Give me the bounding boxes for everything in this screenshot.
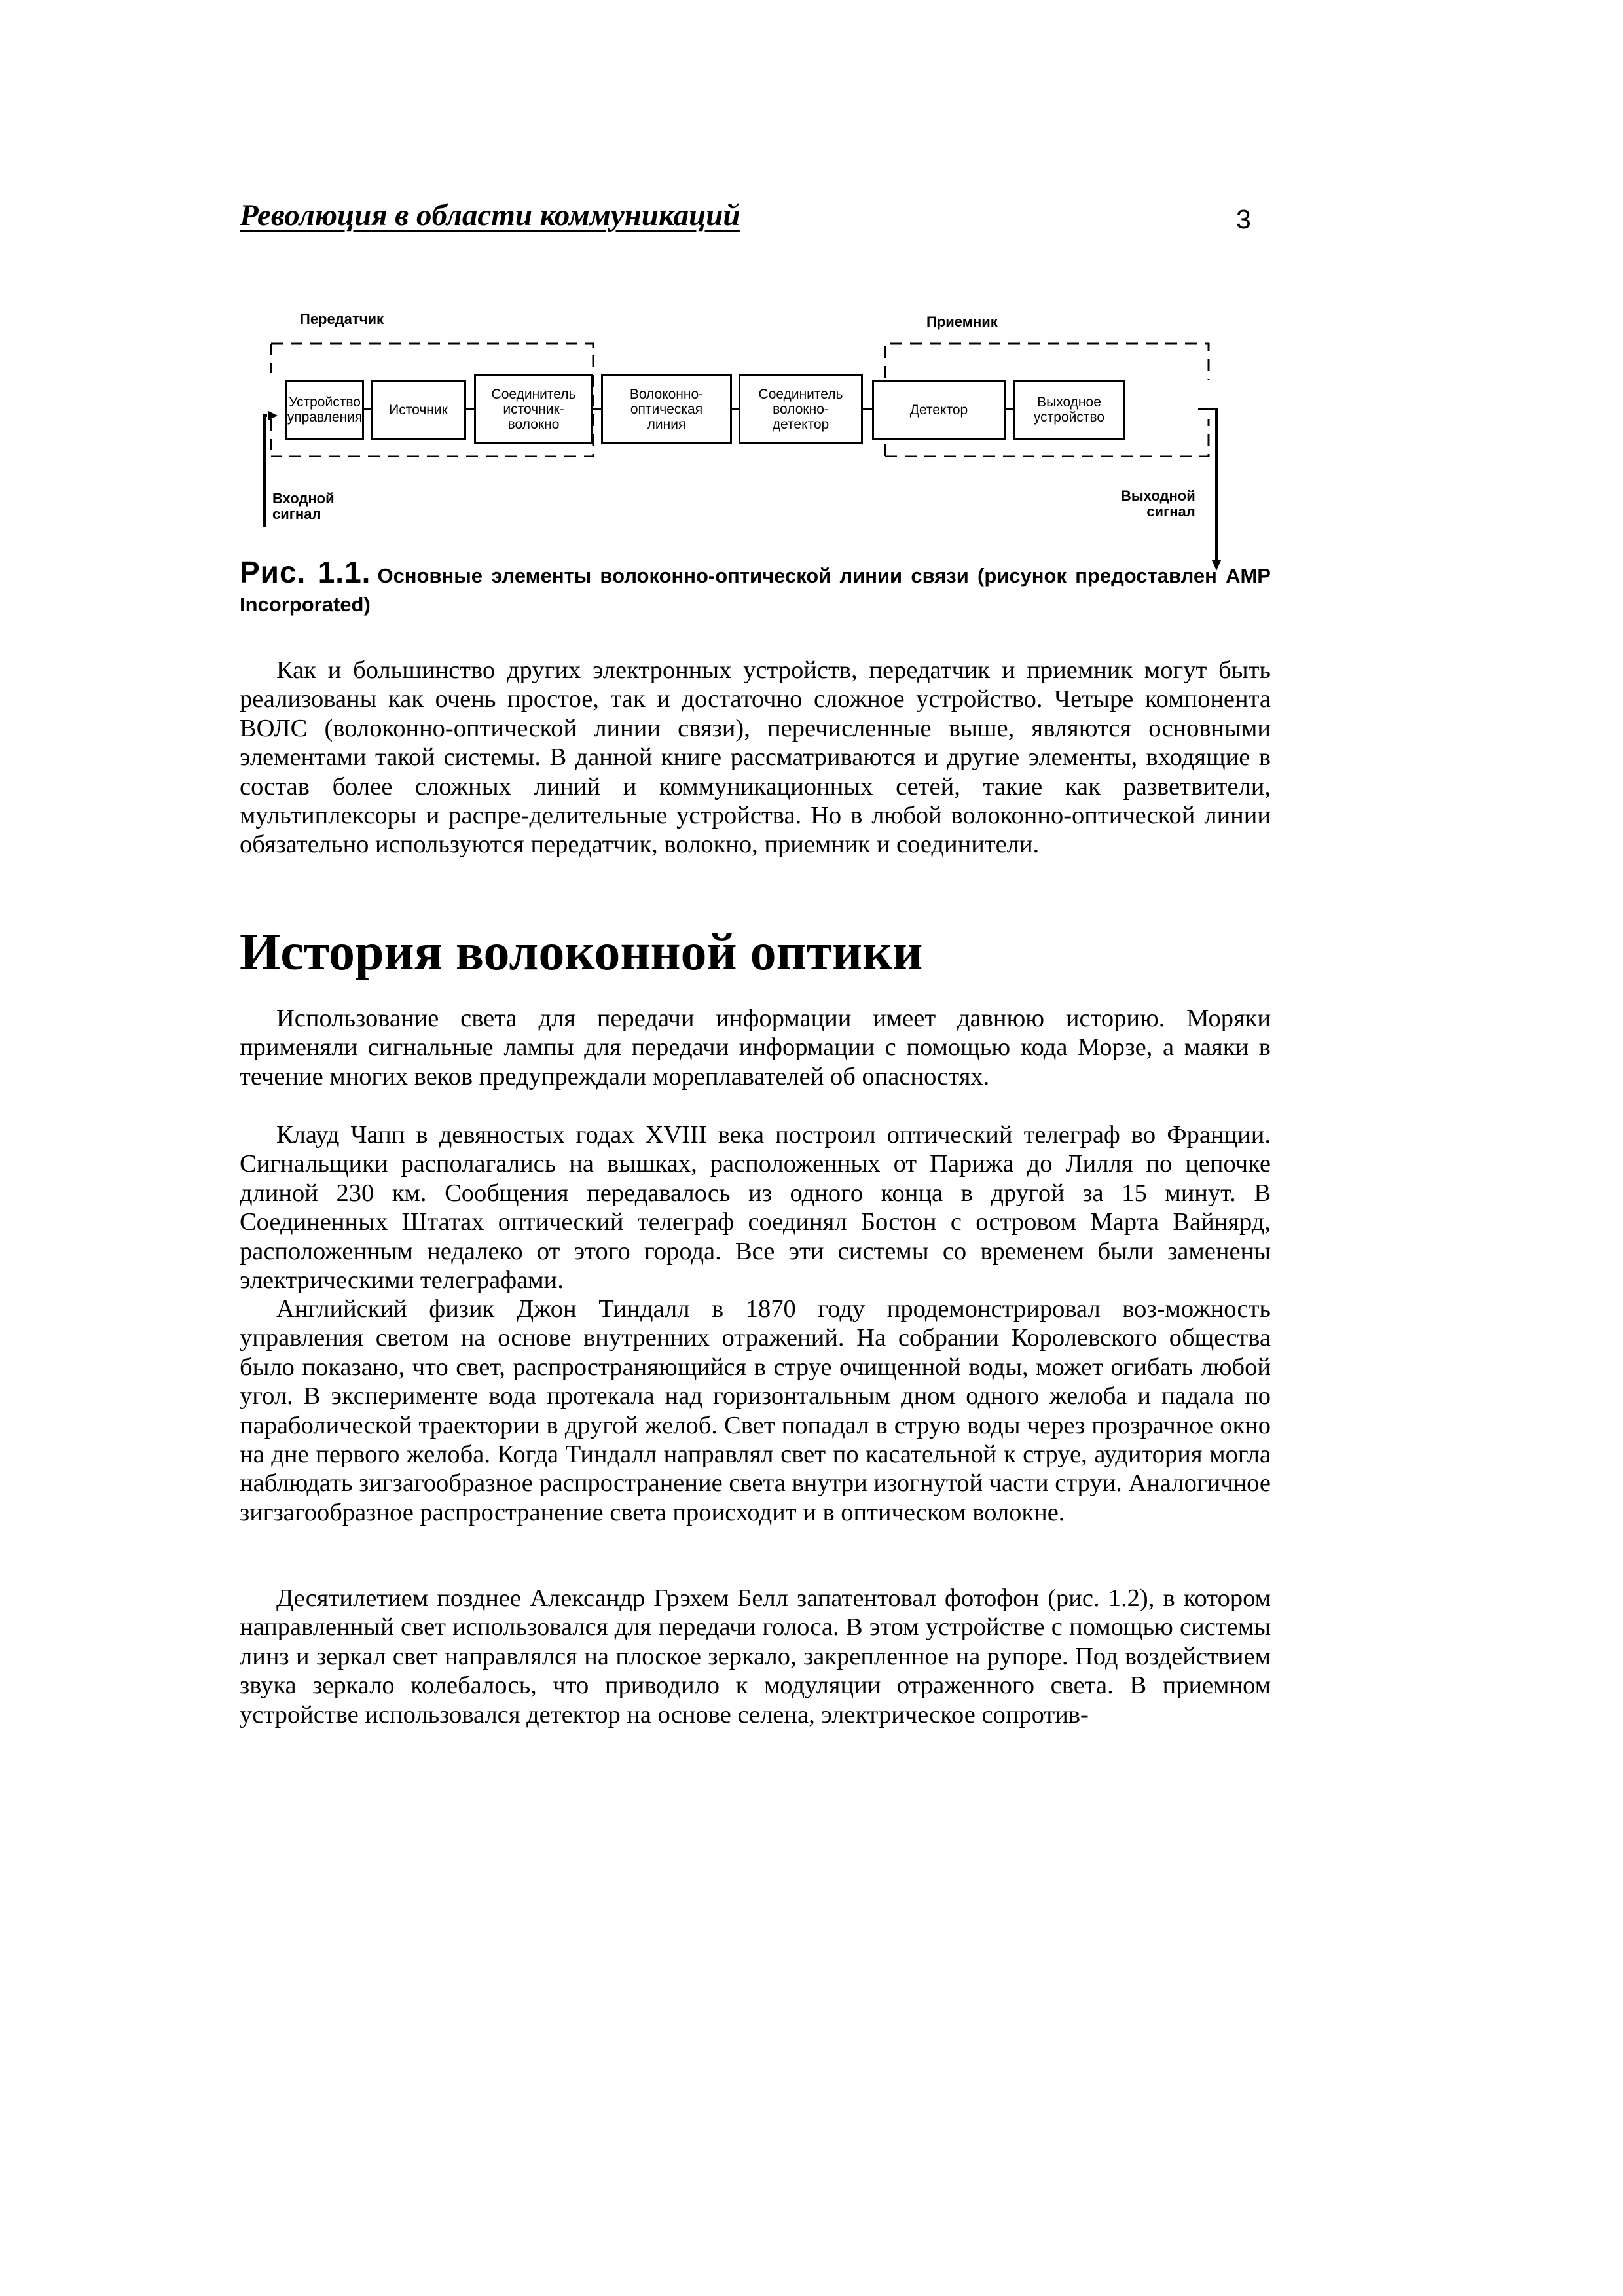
- output-device-block: Выходное устройство: [1013, 380, 1125, 440]
- source-block: Источник: [371, 380, 466, 440]
- input-signal-label: Входной сигнал: [272, 490, 335, 522]
- source-fiber-connector-block: Соединитель источник- волокно: [474, 374, 593, 444]
- paragraph-3: Английский физик Джон Тиндалл в 1870 году продемонстрировал воз-можность управления светом на основе внутренних отражений. На собрании Королевского общества было показано, что свет, распространяющийся в струе очищенной воды, может огибать любой угол. В эксперименте вода протекала над горизонтальным дном одного желоба и падала по параболической траектории в другой желоб. Свет попадал в струю воды через прозрачное окно на дне первого желоба. Когда Тиндалл направлял свет по касательной к струе, аудитория могла наблюдать зигзагообразное распространение света внутри изогнутой части струи. Аналогичное зигзагообразное распространение света происходит и в оптическом волокне.: [240, 1295, 1271, 1526]
- paragraph-1: Использование света для передачи информации имеет давнюю историю. Моряки применяли сигнальные лампы для передачи информации с помощью кода Морзе, а маяки в течение многих веков предупреждали мореплавателей об опасностях.: [240, 1005, 1271, 1090]
- figure-caption: [240, 555, 1271, 619]
- running-header-title: Революция в области коммуникаций: [240, 198, 740, 232]
- section-heading: История волоконной оптики: [240, 924, 923, 981]
- input-arrow: [268, 411, 278, 420]
- intro-paragraph: Как и большинство других электронных устройств, передатчик и приемник могут быть реализованы как очень простое, так и достаточно сложное устройство. Четыре компонента ВОЛС (волоконно-оптической линии связи), перечисленные выше, являются основными элементами такой системы. В данной книге рассматриваются и другие элементы, входящие в состав более сложных линий и коммуникационных сетей, такие как разветвители, мультиплексоры и распре-делительные устройства. Но в любой волоконно-оптической линии обязательно используются передатчик, волокно, приемник и соединители.: [240, 656, 1271, 859]
- figure-block-diagram: [249, 301, 1257, 576]
- page-number: 3: [1236, 204, 1251, 234]
- transmitter-label: Передатчик: [300, 311, 384, 327]
- figure-caption-text: Основные элементы волоконно-оптической линии связи (рисунок предоставлен AMP Incorporated): [240, 564, 1271, 616]
- paragraph-2: Клауд Чапп в девяностых годах XVIII века построил оптический телеграф во Франции. Сигнальщики располагались на вышках, расположенных от Парижа до Лилля по цепочке длиной 230 км. Сообщения передавалось из одного конца в другой за 15 минут. В Соединенных Штатах оптический телеграф соединял Бостон с островом Марта Вайнярд, расположенным недалеко от этого города. Все эти системы со временем были заменены электрическими телеграфами.: [240, 1121, 1271, 1295]
- receiver-label: Приемник: [926, 314, 998, 330]
- figure-number: Рис. 1.1.: [240, 555, 371, 589]
- input-signal-line: [264, 416, 267, 527]
- fiber-optic-line-block: Волоконно- оптическая линия: [601, 374, 732, 444]
- output-signal-label: Выходной сигнал: [1121, 488, 1195, 520]
- fiber-detector-connector-block: Соединитель волокно- детектор: [739, 374, 863, 444]
- paragraph-4: Десятилетием позднее Александр Грэхем Белл запатентовал фотофон (рис. 1.2), в котором направленный свет использовался для передачи голоса. В этом устройстве с помощью системы линз и зеркал свет направлялся на плоское зеркало, закрепленное на рупоре. Под воздействием звука зеркало колебалось, что приводило к модуляции отраженного света. В приемном устройстве использовался детектор на основе селена, электрическое сопротив-: [240, 1585, 1271, 1729]
- control-device-block: Устройство управления: [285, 380, 364, 440]
- detector-block: Детектор: [872, 380, 1006, 440]
- output-signal-line: [1198, 409, 1216, 562]
